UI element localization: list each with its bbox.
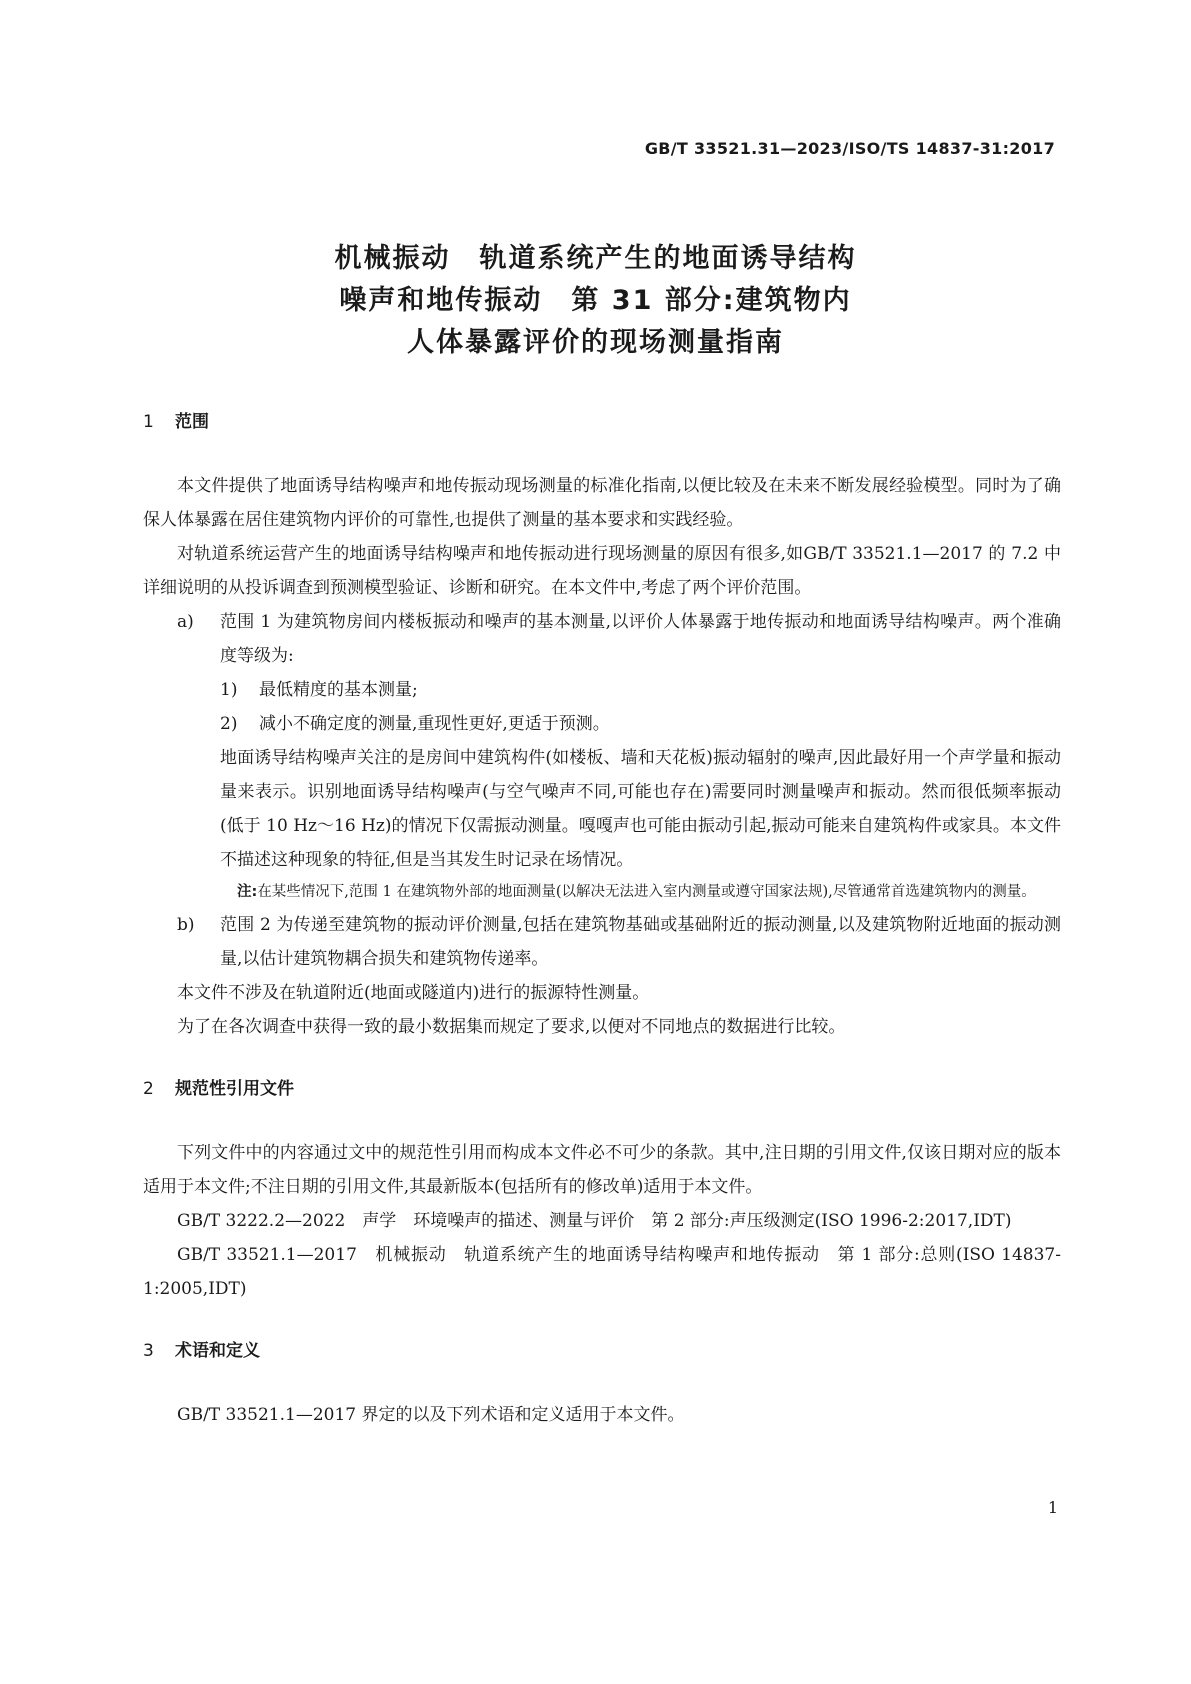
title-line-1: 机械振动 轨道系统产生的地面诱导结构 [334, 243, 857, 274]
sub-item-1 [143, 673, 1061, 707]
list-item-text: 最低精度的基本测量; [259, 680, 418, 700]
list-item-continuation: 地面诱导结构噪声关注的是房间中建筑构件(如楼板、墙和天花板)振动辐射的噪声,因此最好用一个声学量和振动量来表示。识别地面诱导结构噪声(与空气噪声不同,可能也存在)需要同时测量噪声和振动。然而很低频率振动(低于 10 Hz～16 Hz)的情况下仅需振动测量。嘎嘎声也可能由振动引起,振动可能来自建筑构件或家具。本文件不描述这种现象的特征,但是当其发生时记录在场情况。 [220, 748, 1061, 870]
section-number: 1 [143, 412, 154, 432]
sub-item-2 [143, 707, 1061, 741]
page-number: 1 [1047, 1498, 1058, 1517]
document-title [0, 238, 1191, 364]
reference-entry: GB/T 3222.2—2022 声学 环境噪声的描述、测量与评价 第 2 部分:声压级测定(ISO 1996-2:2017,IDT) [177, 1211, 1012, 1231]
section-title: 术语和定义 [175, 1341, 260, 1361]
title-line-2: 噪声和地传振动 第 31 部分:建筑物内 [339, 285, 852, 316]
paragraph: 本文件提供了地面诱导结构噪声和地传振动现场测量的标准化指南,以便比较及在未来不断发展经验模型。同时为了确保人体暴露在居住建筑物内评价的可靠性,也提供了测量的基本要求和实践经验。 [143, 476, 1061, 530]
paragraph: 对轨道系统运营产生的地面诱导结构噪声和地传振动进行现场测量的原因有很多,如GB/T 33521.1—2017 的 7.2 中详细说明的从投诉调查到预测模型验证、诊断和研究。在本文件中,考虑了两个评价范围。 [143, 544, 1061, 598]
section-number: 3 [143, 1341, 154, 1361]
section-number: 2 [143, 1079, 154, 1099]
section-1-heading [143, 405, 1061, 439]
list-marker: a) [177, 612, 194, 632]
paragraph: 下列文件中的内容通过文中的规范性引用而构成本文件必不可少的条款。其中,注日期的引用文件,仅该日期对应的版本适用于本文件;不注日期的引用文件,其最新版本(包括所有的修改单)适用于本文件。 [143, 1143, 1061, 1197]
note-label: 注: [237, 884, 258, 900]
note-text: 在某些情况下,范围 1 在建筑物外部的地面测量(以解决无法进入室内测量或遵守国家法规),尽管通常首选建筑物内的测量。 [257, 884, 1036, 900]
section-title: 范围 [175, 412, 209, 432]
note [143, 879, 1061, 906]
list-marker: 1) [220, 680, 238, 700]
list-item-text: 范围 2 为传递至建筑物的振动评价测量,包括在建筑物基础或基础附近的振动测量,以及建筑物附近地面的振动测量,以估计建筑物耦合损失和建筑物传递率。 [220, 915, 1061, 969]
paragraph: 本文件不涉及在轨道附近(地面或隧道内)进行的振源特性测量。 [177, 983, 650, 1003]
document-body [143, 405, 1061, 1432]
paragraph: 为了在各次调查中获得一致的最小数据集而规定了要求,以便对不同地点的数据进行比较。 [177, 1017, 846, 1037]
reference-entry: GB/T 33521.1—2017 机械振动 轨道系统产生的地面诱导结构噪声和地传振动 第 1 部分:总则(ISO 14837-1:2005,IDT) [143, 1245, 1061, 1299]
list-item-text: 减小不确定度的测量,重现性更好,更适于预测。 [259, 714, 610, 734]
standard-code: GB/T 33521.31—2023/ISO/TS 14837-31:2017 [644, 139, 1055, 158]
paragraph: GB/T 33521.1—2017 界定的以及下列术语和定义适用于本文件。 [177, 1405, 685, 1425]
section-title: 规范性引用文件 [175, 1079, 294, 1099]
list-item-b [143, 908, 1061, 976]
section-3-heading [143, 1334, 1061, 1368]
title-line-3: 人体暴露评价的现场测量指南 [407, 327, 784, 358]
list-marker: b) [177, 915, 195, 935]
section-2-heading [143, 1072, 1061, 1106]
list-marker: 2) [220, 714, 238, 734]
list-item-a [143, 605, 1061, 673]
list-item-text: 范围 1 为建筑物房间内楼板振动和噪声的基本测量,以评价人体暴露于地传振动和地面诱导结构噪声。两个准确度等级为: [220, 612, 1061, 666]
